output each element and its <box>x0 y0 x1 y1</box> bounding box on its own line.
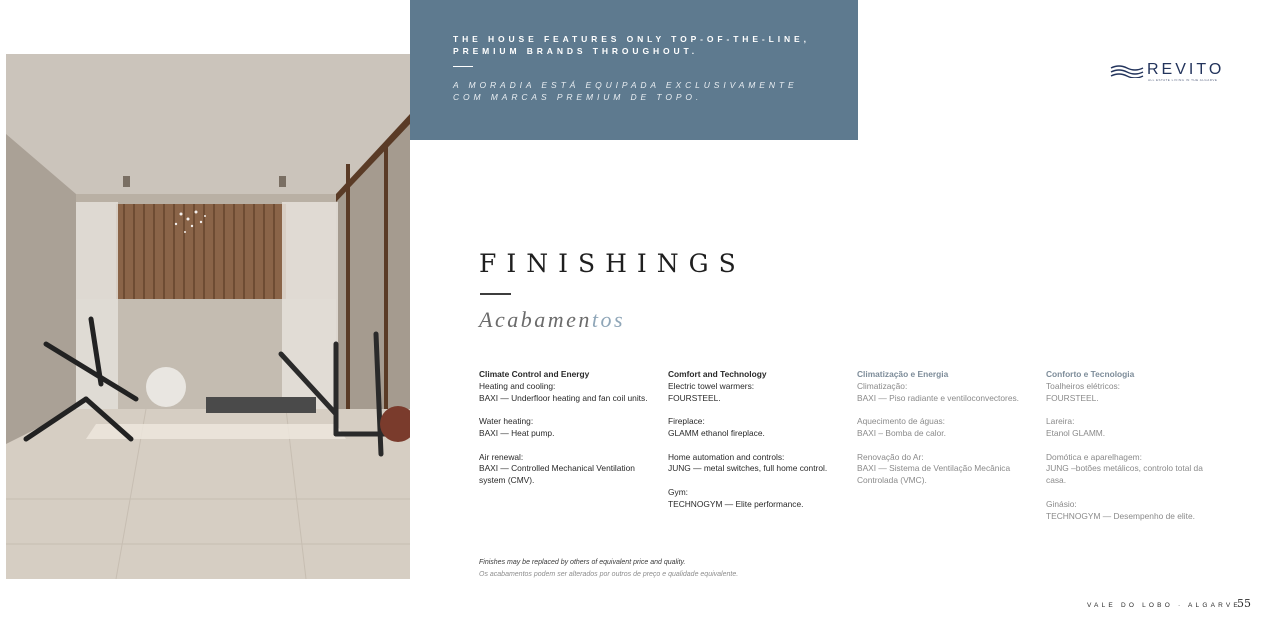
footnote-english: Finishes may be replaced by others of equivalent price and quality. <box>479 559 686 566</box>
page-title: FINISHINGS <box>479 249 746 278</box>
list-item <box>1046 452 1222 487</box>
revito-logo <box>1110 60 1225 84</box>
item-value: FOURSTEEL. <box>668 392 721 403</box>
list-item <box>668 381 844 405</box>
item-value: BAXI — Controlled Mechanical Ventilation system (CMV). <box>479 463 635 486</box>
item-label: Water heating: <box>479 416 534 427</box>
item-value: TECHNOGYM — Elite performance. <box>668 498 804 509</box>
header-divider <box>453 66 473 67</box>
item-value: BAXI — Underfloor heating and fan coil units. <box>479 392 648 403</box>
list-item <box>479 381 655 405</box>
column-climate-en <box>479 369 655 499</box>
list-item <box>1046 416 1222 440</box>
item-label: Renovação do Ar: <box>857 451 924 462</box>
item-label: Toalheiros elétricos: <box>1046 380 1121 391</box>
item-label: Gym: <box>668 486 689 497</box>
title-divider <box>480 293 511 295</box>
logo-wordmark: REVITO <box>1147 61 1225 78</box>
item-label: Ginásio: <box>1046 498 1077 509</box>
footnote-portuguese: Os acabamentos podem ser alterados por outros de preço e qualidade equivalente. <box>479 571 739 578</box>
list-item <box>857 416 1033 440</box>
list-item <box>857 381 1033 405</box>
list-item <box>479 452 655 487</box>
list-item <box>668 452 844 476</box>
item-label: Lareira: <box>1046 416 1075 427</box>
logo-tagline: ALL ESTATE LIVING IN THE ALGARVE <box>1148 78 1218 82</box>
page-number: 55 <box>1237 597 1251 610</box>
column-comfort-en <box>668 369 844 522</box>
column-heading: Comfort and Technology <box>668 369 767 379</box>
list-item <box>1046 499 1222 523</box>
item-value: BAXI — Heat pump. <box>479 427 555 438</box>
column-heading: Climate Control and Energy <box>479 369 590 379</box>
list-item <box>668 416 844 440</box>
logo-waves-icon <box>1110 64 1144 78</box>
item-label: Aquecimento de águas: <box>857 416 945 427</box>
header-banner <box>410 0 858 140</box>
list-item <box>1046 381 1222 405</box>
item-value: GLAMM ethanol fireplace. <box>668 427 765 438</box>
item-label: Domótica e aparelhagem: <box>1046 451 1142 462</box>
column-climate-pt <box>857 369 1033 499</box>
column-heading: Climatização e Energia <box>857 369 949 379</box>
item-value: Etanol GLAMM. <box>1046 427 1106 438</box>
column-comfort-pt <box>1046 369 1222 534</box>
item-label: Home automation and controls: <box>668 451 785 462</box>
subtitle-part-2: tos <box>591 307 626 332</box>
list-item <box>857 452 1033 487</box>
item-value: FOURSTEEL. <box>1046 392 1099 403</box>
list-item <box>479 416 655 440</box>
list-item <box>668 487 844 511</box>
item-label: Heating and cooling: <box>479 380 556 391</box>
footer-location: VALE DO LOBO · ALGARVE <box>1087 602 1241 609</box>
item-label: Electric towel warmers: <box>668 380 755 391</box>
item-value: JUNG –botões metálicos, controlo total da casa. <box>1046 463 1203 486</box>
item-value: BAXI — Piso radiante e ventiloconvectores. <box>857 392 1019 403</box>
header-english-text: THE HOUSE FEATURES ONLY TOP-OF-THE-LINE, PREMIUM BRANDS THROUGHOUT. <box>453 34 810 56</box>
item-value: TECHNOGYM — Desempenho de elite. <box>1046 510 1195 521</box>
item-label: Fireplace: <box>668 416 705 427</box>
item-value: JUNG — metal switches, full home control. <box>668 463 828 474</box>
item-value: BAXI – Bomba de calor. <box>857 427 946 438</box>
header-portuguese-text: A MORADIA ESTÁ EQUIPADA EXCLUSIVAMENTE COM MARCAS PREMIUM DE TOPO. <box>453 80 798 102</box>
page-subtitle <box>479 307 625 333</box>
item-label: Air renewal: <box>479 451 524 462</box>
item-value: BAXI — Sistema de Ventilação Mecânica Controlada (VMC). <box>857 463 1011 486</box>
item-label: Climatização: <box>857 380 908 391</box>
column-heading: Conforto e Tecnologia <box>1046 369 1135 379</box>
gym-interior-photo <box>6 54 410 579</box>
subtitle-part-1: Acabamen <box>479 307 592 332</box>
